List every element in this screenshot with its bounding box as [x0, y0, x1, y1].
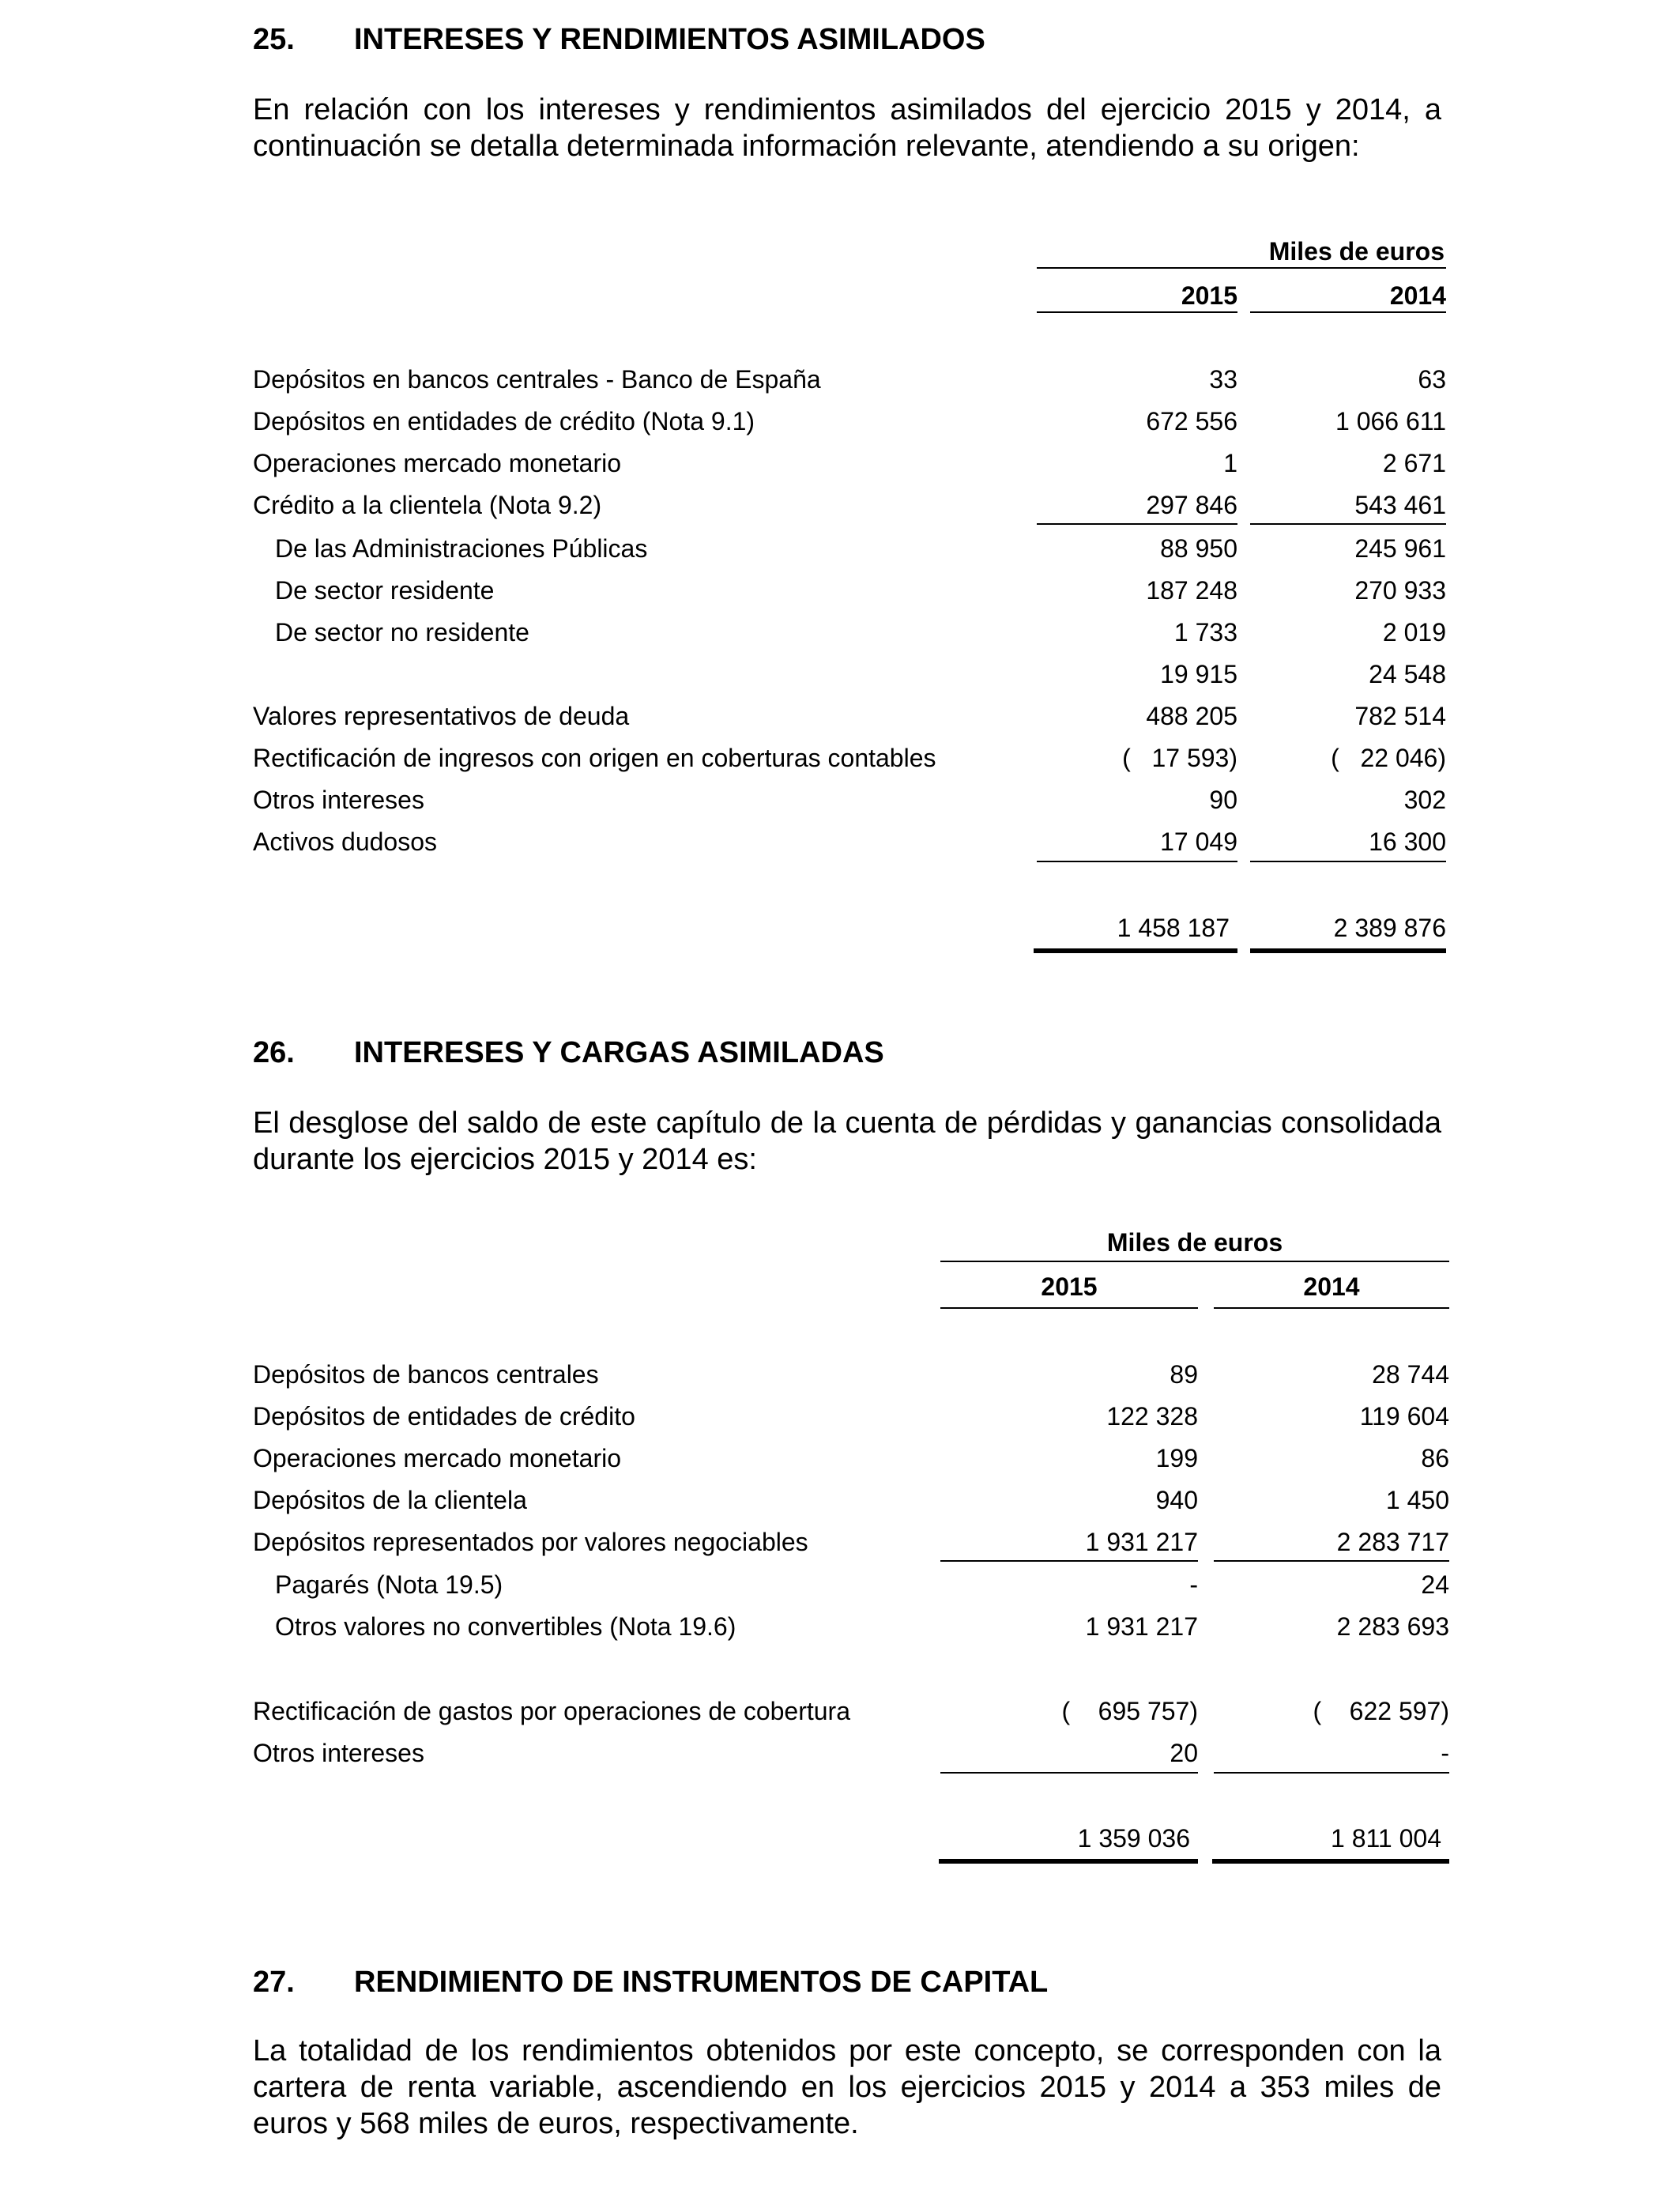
value-2015: 187 248 [1146, 576, 1237, 605]
section-title: RENDIMIENTO DE INSTRUMENTOS DE CAPITAL [354, 1966, 1049, 1999]
section-26-intro: El desglose del saldo de este capítulo de la cuenta de pérdidas y ganancias consolidada durante los ejercicios 2015 y 2014 es: [253, 1106, 1441, 1176]
value-2015: 90 [1209, 786, 1237, 814]
value-2014: 28 744 [1372, 1360, 1449, 1389]
section-number: 27. [253, 1966, 295, 1999]
row-label: Depósitos de la clientela [253, 1486, 527, 1514]
total-2014: 2 389 876 [1333, 914, 1446, 942]
value-2015: ( 695 757) [1061, 1697, 1198, 1725]
row-label: Depósitos de entidades de crédito [253, 1402, 635, 1431]
value-2014: 24 548 [1369, 660, 1446, 688]
col-rule-2015 [940, 1307, 1198, 1309]
value-2015: 19 915 [1160, 660, 1237, 688]
value-2014: 1 066 611 [1335, 407, 1446, 435]
row-label: Crédito a la clientela (Nota 9.2) [253, 491, 602, 519]
section-27-intro: La totalidad de los rendimientos obtenidos por este concepto, se corresponden con la cartera de renta variable, ascendiendo en los ejercicios 2015 y 2014 a 353 miles de euros y 568 miles de euros, respectivamente. [253, 2034, 1441, 2140]
col-rule-2015 [1037, 311, 1237, 313]
col-header-2015: 2015 [1041, 1272, 1098, 1301]
row-label: De sector no residente [275, 618, 529, 647]
section-26-heading [253, 1034, 884, 1072]
row-label: De sector residente [275, 576, 495, 605]
value-2014: 1 450 [1385, 1486, 1449, 1514]
value-2014: 119 604 [1359, 1402, 1449, 1431]
value-2015: 1 931 217 [1085, 1528, 1198, 1556]
row-label: Activos dudosos [253, 827, 438, 856]
section-title: INTERESES Y CARGAS ASIMILADAS [354, 1036, 884, 1069]
subtotal-rule-2014 [1250, 523, 1446, 525]
value-2015: 122 328 [1106, 1402, 1198, 1431]
value-2014: 2 671 [1382, 449, 1446, 477]
row-label: Otros intereses [253, 1739, 424, 1767]
value-2015: 297 846 [1146, 491, 1237, 519]
value-2014: 543 461 [1354, 491, 1446, 519]
section-25-intro: En relación con los intereses y rendimientos asimilados del ejercicio 2015 y 2014, a continuación se detalla determinada información relevante, atendiendo a su origen: [253, 93, 1441, 163]
row-label: Rectificación de gastos por operaciones de cobertura [253, 1697, 850, 1725]
value-2014: ( 22 046) [1331, 744, 1446, 772]
row-label: Otros valores no convertibles (Nota 19.6) [275, 1612, 736, 1641]
value-2015: 88 950 [1160, 534, 1237, 563]
value-2014: 2 283 717 [1336, 1528, 1449, 1556]
total-double-rule-2015 [939, 1859, 1198, 1864]
pre-total-rule-2014 [1250, 861, 1446, 862]
value-2014: ( 622 597) [1313, 1697, 1449, 1725]
total-2015: 1 359 036 [1077, 1824, 1190, 1853]
row-label: Rectificación de ingresos con origen en coberturas contables [253, 744, 936, 772]
row-label: Valores representativos de deuda [253, 702, 630, 730]
subtotal-rule-2014 [1214, 1560, 1449, 1562]
subtotal-rule-2015 [940, 1560, 1198, 1562]
col-header-2014: 2014 [1389, 281, 1446, 310]
pre-total-rule-2014 [1214, 1772, 1449, 1774]
row-label: Depósitos representados por valores negociables [253, 1528, 808, 1556]
value-2015: 20 [1170, 1739, 1198, 1767]
col-header-2015: 2015 [1181, 281, 1237, 310]
unit-header: Miles de euros [1268, 237, 1445, 266]
total-double-rule-2014 [1212, 1859, 1449, 1864]
value-2015: - [1189, 1570, 1198, 1599]
subtotal-rule-2015 [1037, 523, 1237, 525]
section-number: 25. [253, 23, 295, 56]
value-2014: 2 283 693 [1336, 1612, 1449, 1641]
pre-total-rule-2015 [940, 1772, 1198, 1774]
section-25-heading [253, 21, 985, 58]
row-label: Pagarés (Nota 19.5) [275, 1570, 503, 1599]
total-double-rule-2015 [1034, 948, 1237, 953]
value-2015: 1 [1223, 449, 1237, 477]
value-2015: 89 [1170, 1360, 1198, 1389]
value-2014: - [1441, 1739, 1449, 1767]
col-rule-2014 [1250, 311, 1446, 313]
total-2014: 1 811 004 [1331, 1824, 1441, 1853]
value-2015: 940 [1155, 1486, 1198, 1514]
value-2015: 672 556 [1146, 407, 1237, 435]
col-rule-2014 [1214, 1307, 1449, 1309]
total-2015: 1 458 187 [1117, 914, 1230, 942]
section-number: 26. [253, 1036, 295, 1069]
value-2015: 1 931 217 [1085, 1612, 1198, 1641]
pre-total-rule-2015 [1037, 861, 1237, 862]
value-2014: 2 019 [1382, 618, 1446, 647]
value-2015: 1 733 [1173, 618, 1237, 647]
value-2015: ( 17 593) [1122, 744, 1237, 772]
value-2014: 63 [1418, 365, 1446, 394]
row-label: Depósitos de bancos centrales [253, 1360, 599, 1389]
row-label: Otros intereses [253, 786, 424, 814]
total-double-rule-2014 [1250, 948, 1446, 953]
col-header-2014: 2014 [1303, 1272, 1360, 1301]
row-label: Depósitos en bancos centrales - Banco de España [253, 365, 821, 394]
value-2015: 33 [1209, 365, 1237, 394]
value-2014: 782 514 [1354, 702, 1446, 730]
header-rule [940, 1261, 1449, 1262]
header-rule [1037, 267, 1446, 269]
value-2014: 302 [1403, 786, 1446, 814]
section-title: INTERESES Y RENDIMIENTOS ASIMILADOS [354, 23, 985, 56]
value-2015: 17 049 [1160, 827, 1237, 856]
value-2015: 488 205 [1146, 702, 1237, 730]
section-27-heading [253, 1963, 1048, 2001]
value-2014: 245 961 [1354, 534, 1446, 563]
value-2014: 270 933 [1354, 576, 1446, 605]
row-label: Operaciones mercado monetario [253, 1444, 622, 1472]
value-2014: 24 [1421, 1570, 1449, 1599]
row-label: Depósitos en entidades de crédito (Nota 9.1) [253, 407, 755, 435]
row-label: Operaciones mercado monetario [253, 449, 622, 477]
unit-header: Miles de euros [1106, 1228, 1283, 1257]
value-2015: 199 [1155, 1444, 1198, 1472]
value-2014: 16 300 [1369, 827, 1446, 856]
row-label: De las Administraciones Públicas [275, 534, 648, 563]
value-2014: 86 [1421, 1444, 1449, 1472]
